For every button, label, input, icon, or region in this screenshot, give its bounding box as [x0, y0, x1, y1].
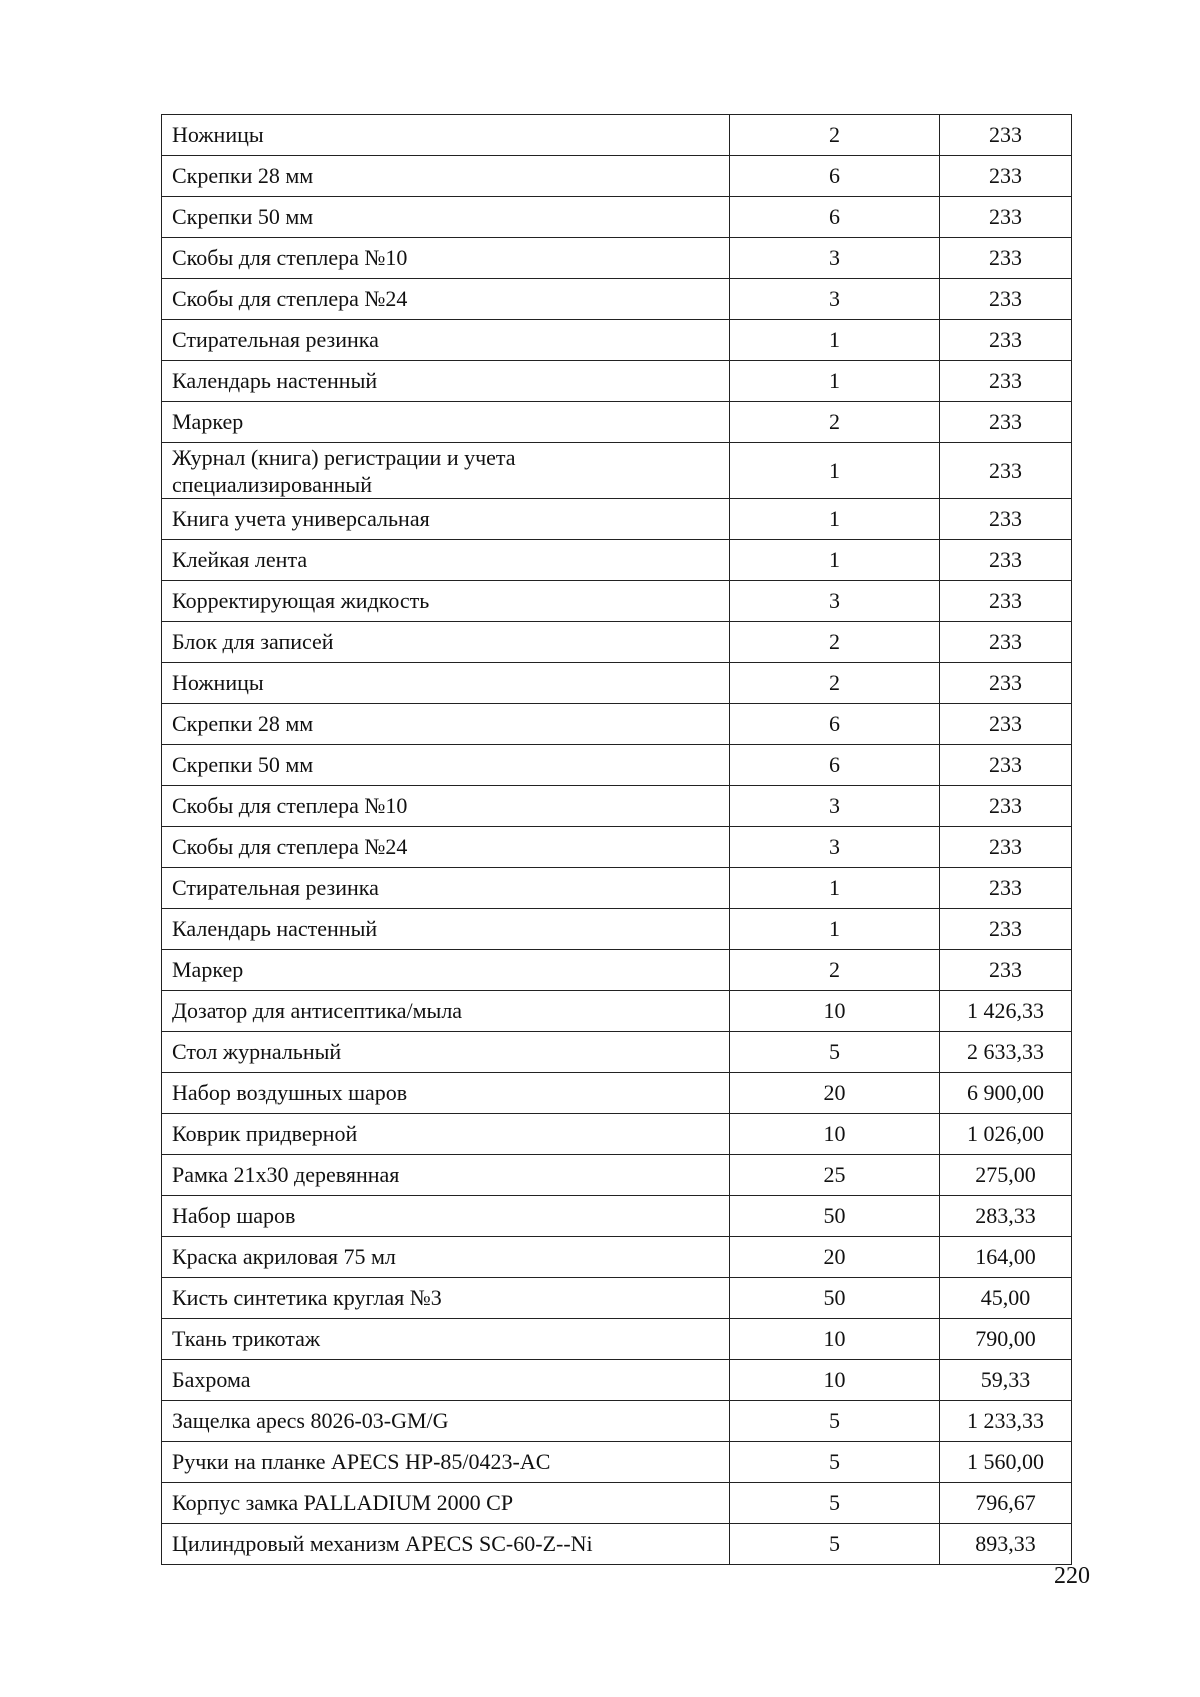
table-row [162, 1319, 1072, 1360]
price-cell: 233 [940, 197, 1072, 238]
item-name-cell: Ножницы [162, 663, 730, 704]
price-cell: 233 [940, 827, 1072, 868]
price-cell: 233 [940, 704, 1072, 745]
item-name-cell: Цилиндровый механизм APECS SC-60-Z--Ni [162, 1524, 730, 1565]
quantity-cell: 20 [730, 1073, 940, 1114]
price-cell: 233 [940, 909, 1072, 950]
quantity-cell: 2 [730, 950, 940, 991]
quantity-cell: 10 [730, 1319, 940, 1360]
table-row [162, 1442, 1072, 1483]
item-name-cell: Стирательная резинка [162, 868, 730, 909]
price-cell: 233 [940, 868, 1072, 909]
price-cell: 233 [940, 279, 1072, 320]
item-name-cell: Корректирующая жидкость [162, 581, 730, 622]
item-name-cell: Дозатор для антисептика/мыла [162, 991, 730, 1032]
table-row [162, 361, 1072, 402]
quantity-cell: 6 [730, 197, 940, 238]
quantity-cell: 2 [730, 622, 940, 663]
table-row [162, 991, 1072, 1032]
quantity-cell: 1 [730, 499, 940, 540]
table-row [162, 115, 1072, 156]
table-row [162, 622, 1072, 663]
item-name-cell: Набор шаров [162, 1196, 730, 1237]
quantity-cell: 6 [730, 745, 940, 786]
table-body [162, 115, 1072, 1565]
quantity-cell: 5 [730, 1032, 940, 1073]
price-cell: 233 [940, 540, 1072, 581]
quantity-cell: 6 [730, 156, 940, 197]
price-cell: 233 [940, 238, 1072, 279]
table-row [162, 581, 1072, 622]
quantity-cell: 1 [730, 868, 940, 909]
item-name-cell: Набор воздушных шаров [162, 1073, 730, 1114]
table-row [162, 156, 1072, 197]
item-name-cell: Календарь настенный [162, 361, 730, 402]
price-cell: 45,00 [940, 1278, 1072, 1319]
item-name-cell: Скобы для степлера №24 [162, 279, 730, 320]
table-row [162, 1237, 1072, 1278]
item-name-cell: Клейкая лента [162, 540, 730, 581]
quantity-cell: 1 [730, 540, 940, 581]
item-name-cell: Скрепки 50 мм [162, 197, 730, 238]
price-cell: 233 [940, 115, 1072, 156]
quantity-cell: 50 [730, 1278, 940, 1319]
table-row [162, 1278, 1072, 1319]
table-row [162, 540, 1072, 581]
quantity-cell: 1 [730, 361, 940, 402]
item-name-cell: Кисть синтетика круглая №3 [162, 1278, 730, 1319]
table-row [162, 279, 1072, 320]
price-cell: 233 [940, 663, 1072, 704]
price-cell: 1 026,00 [940, 1114, 1072, 1155]
quantity-cell: 2 [730, 663, 940, 704]
quantity-cell: 2 [730, 115, 940, 156]
price-cell: 233 [940, 622, 1072, 663]
price-cell: 790,00 [940, 1319, 1072, 1360]
table-row [162, 663, 1072, 704]
table-row [162, 402, 1072, 443]
price-cell: 1 560,00 [940, 1442, 1072, 1483]
table-row [162, 197, 1072, 238]
price-cell: 233 [940, 581, 1072, 622]
item-name-cell: Ножницы [162, 115, 730, 156]
item-name-cell: Книга учета универсальная [162, 499, 730, 540]
quantity-cell: 10 [730, 991, 940, 1032]
table-row [162, 443, 1072, 499]
quantity-cell: 3 [730, 581, 940, 622]
table-row [162, 1032, 1072, 1073]
quantity-cell: 3 [730, 827, 940, 868]
price-cell: 233 [940, 443, 1072, 499]
quantity-cell: 1 [730, 909, 940, 950]
item-name-cell: Журнал (книга) регистрации и учета специализированный [162, 443, 730, 499]
price-cell: 1 233,33 [940, 1401, 1072, 1442]
table-row [162, 827, 1072, 868]
price-cell: 893,33 [940, 1524, 1072, 1565]
price-cell: 233 [940, 320, 1072, 361]
price-cell: 6 900,00 [940, 1073, 1072, 1114]
quantity-cell: 5 [730, 1442, 940, 1483]
price-cell: 59,33 [940, 1360, 1072, 1401]
table-row [162, 499, 1072, 540]
item-name-cell: Скобы для степлера №24 [162, 827, 730, 868]
table-row [162, 950, 1072, 991]
item-name-cell: Блок для записей [162, 622, 730, 663]
item-name-cell: Краска акриловая 75 мл [162, 1237, 730, 1278]
item-name-cell: Ручки на планке APECS HP-85/0423-AC [162, 1442, 730, 1483]
table-row [162, 909, 1072, 950]
item-name-cell: Скобы для степлера №10 [162, 786, 730, 827]
quantity-cell: 5 [730, 1483, 940, 1524]
price-cell: 233 [940, 745, 1072, 786]
price-cell: 275,00 [940, 1155, 1072, 1196]
table-row [162, 1401, 1072, 1442]
quantity-cell: 5 [730, 1524, 940, 1565]
price-cell: 233 [940, 950, 1072, 991]
quantity-cell: 3 [730, 786, 940, 827]
price-cell: 283,33 [940, 1196, 1072, 1237]
items-table [161, 114, 1072, 1565]
item-name-cell: Скрепки 28 мм [162, 704, 730, 745]
price-cell: 233 [940, 402, 1072, 443]
quantity-cell: 1 [730, 320, 940, 361]
price-cell: 233 [940, 361, 1072, 402]
item-name-cell: Стирательная резинка [162, 320, 730, 361]
quantity-cell: 10 [730, 1114, 940, 1155]
table-row [162, 1196, 1072, 1237]
page-number: 220 [1054, 1563, 1090, 1589]
item-name-cell: Ткань трикотаж [162, 1319, 730, 1360]
item-name-cell: Защелка apecs 8026-03-GM/G [162, 1401, 730, 1442]
table-row [162, 320, 1072, 361]
item-name-cell: Скрепки 28 мм [162, 156, 730, 197]
table-row [162, 704, 1072, 745]
price-cell: 233 [940, 156, 1072, 197]
table-row [162, 786, 1072, 827]
table-row [162, 868, 1072, 909]
price-cell: 233 [940, 786, 1072, 827]
item-name-cell: Маркер [162, 402, 730, 443]
item-name-cell: Стол журнальный [162, 1032, 730, 1073]
quantity-cell: 20 [730, 1237, 940, 1278]
price-cell: 796,67 [940, 1483, 1072, 1524]
price-cell: 2 633,33 [940, 1032, 1072, 1073]
quantity-cell: 2 [730, 402, 940, 443]
item-name-cell: Скрепки 50 мм [162, 745, 730, 786]
table-row [162, 1073, 1072, 1114]
item-name-cell: Рамка 21х30 деревянная [162, 1155, 730, 1196]
item-name-cell: Календарь настенный [162, 909, 730, 950]
quantity-cell: 1 [730, 443, 940, 499]
item-name-cell: Скобы для степлера №10 [162, 238, 730, 279]
item-name-cell: Бахрома [162, 1360, 730, 1401]
quantity-cell: 3 [730, 238, 940, 279]
quantity-cell: 6 [730, 704, 940, 745]
price-cell: 233 [940, 499, 1072, 540]
item-name-cell: Коврик придверной [162, 1114, 730, 1155]
price-cell: 164,00 [940, 1237, 1072, 1278]
table-row [162, 745, 1072, 786]
table-row [162, 1524, 1072, 1565]
quantity-cell: 3 [730, 279, 940, 320]
price-cell: 1 426,33 [940, 991, 1072, 1032]
quantity-cell: 5 [730, 1401, 940, 1442]
item-name-cell: Корпус замка PALLADIUM 2000 CP [162, 1483, 730, 1524]
quantity-cell: 50 [730, 1196, 940, 1237]
table-row [162, 1155, 1072, 1196]
quantity-cell: 10 [730, 1360, 940, 1401]
table-row [162, 1483, 1072, 1524]
item-name-cell: Маркер [162, 950, 730, 991]
table-row [162, 1360, 1072, 1401]
table-row [162, 238, 1072, 279]
table-row [162, 1114, 1072, 1155]
quantity-cell: 25 [730, 1155, 940, 1196]
